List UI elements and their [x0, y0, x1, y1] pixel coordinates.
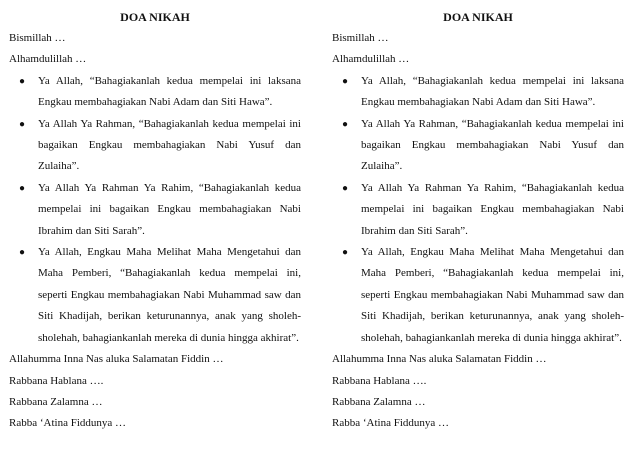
bullet-icon: ●	[342, 118, 349, 130]
prayer-list	[332, 71, 624, 349]
prayer-item	[332, 242, 624, 349]
left-column	[9, 6, 301, 435]
closing-line-hablana: Rabbana Hablana ….	[332, 374, 427, 387]
prayer-item	[9, 114, 301, 178]
prayer-text: Ya Allah Ya Rahman, “Bahagiakanlah kedua mempelai ini bagaikan Engkau membahagiakan Nabi Yusuf dan Zulaiha”.	[361, 117, 624, 173]
prayer-item	[9, 71, 301, 114]
closing-line-zalamna: Rabbana Zalamna …	[332, 395, 426, 408]
closing-line-hablana: Rabbana Hablana ….	[9, 374, 104, 387]
right-column	[332, 6, 624, 435]
closing-line-allahumma: Allahumma Inna Nas aluka Salamatan Fiddin …	[332, 353, 547, 366]
prayer-list	[9, 71, 301, 349]
bullet-icon: ●	[19, 75, 26, 87]
prayer-item	[332, 178, 624, 242]
prayer-text: Ya Allah Ya Rahman Ya Rahim, “Bahagiakanlah kedua mempelai ini bagaikan Engkau membahagiakan Nabi Ibrahim dan Siti Sarah”.	[38, 181, 301, 237]
document-title: DOA NIKAH	[120, 10, 190, 24]
closing-line-zalamna: Rabbana Zalamna …	[9, 395, 103, 408]
bullet-icon: ●	[342, 182, 349, 194]
bullet-icon: ●	[19, 247, 26, 259]
document-title: DOA NIKAH	[443, 10, 513, 24]
bullet-icon: ●	[19, 118, 26, 130]
prayer-item	[9, 178, 301, 242]
opening-line-alhamdulillah: Alhamdulillah …	[332, 53, 410, 66]
prayer-text: Ya Allah, Engkau Maha Melihat Maha Mengetahui dan Maha Pemberi, “Bahagiakanlah kedua mempelai ini, seperti Engkau membahagiakan Nabi Muhammad saw dan Siti Khadijah, berikan keturunannya, anak yang sholeh-sholehah, bahagiankanlah mereka di dunia hingga akhirat”.	[38, 246, 301, 344]
closing-line-atina: Rabba ‘Atina Fiddunya …	[332, 417, 450, 430]
prayer-text: Ya Allah, Engkau Maha Melihat Maha Mengetahui dan Maha Pemberi, “Bahagiakanlah kedua mempelai ini, seperti Engkau membahagiakan Nabi Muhammad saw dan Siti Khadijah, berikan keturunannya, anak yang sholeh-sholehah, bahagiankanlah mereka di dunia hingga akhirat”.	[361, 246, 624, 344]
prayer-item	[332, 114, 624, 178]
prayer-item	[332, 71, 624, 114]
bullet-icon: ●	[19, 182, 26, 194]
opening-line-bismillah: Bismillah …	[332, 32, 389, 44]
prayer-text: Ya Allah, “Bahagiakanlah kedua mempelai ini laksana Engkau membahagiakan Nabi Adam dan Siti Hawa”.	[38, 74, 301, 109]
opening-line-bismillah: Bismillah …	[9, 32, 66, 44]
bullet-icon: ●	[342, 247, 349, 259]
prayer-text: Ya Allah, “Bahagiakanlah kedua mempelai ini laksana Engkau membahagiakan Nabi Adam dan Siti Hawa”.	[361, 74, 624, 109]
bullet-icon: ●	[342, 75, 349, 87]
prayer-item	[9, 242, 301, 349]
closing-line-atina: Rabba ‘Atina Fiddunya …	[9, 417, 127, 430]
prayer-text: Ya Allah Ya Rahman Ya Rahim, “Bahagiakanlah kedua mempelai ini bagaikan Engkau membahagiakan Nabi Ibrahim dan Siti Sarah”.	[361, 181, 624, 237]
closing-line-allahumma: Allahumma Inna Nas aluka Salamatan Fiddin …	[9, 353, 224, 366]
prayer-text: Ya Allah Ya Rahman, “Bahagiakanlah kedua mempelai ini bagaikan Engkau membahagiakan Nabi Yusuf dan Zulaiha”.	[38, 117, 301, 173]
opening-line-alhamdulillah: Alhamdulillah …	[9, 53, 87, 66]
